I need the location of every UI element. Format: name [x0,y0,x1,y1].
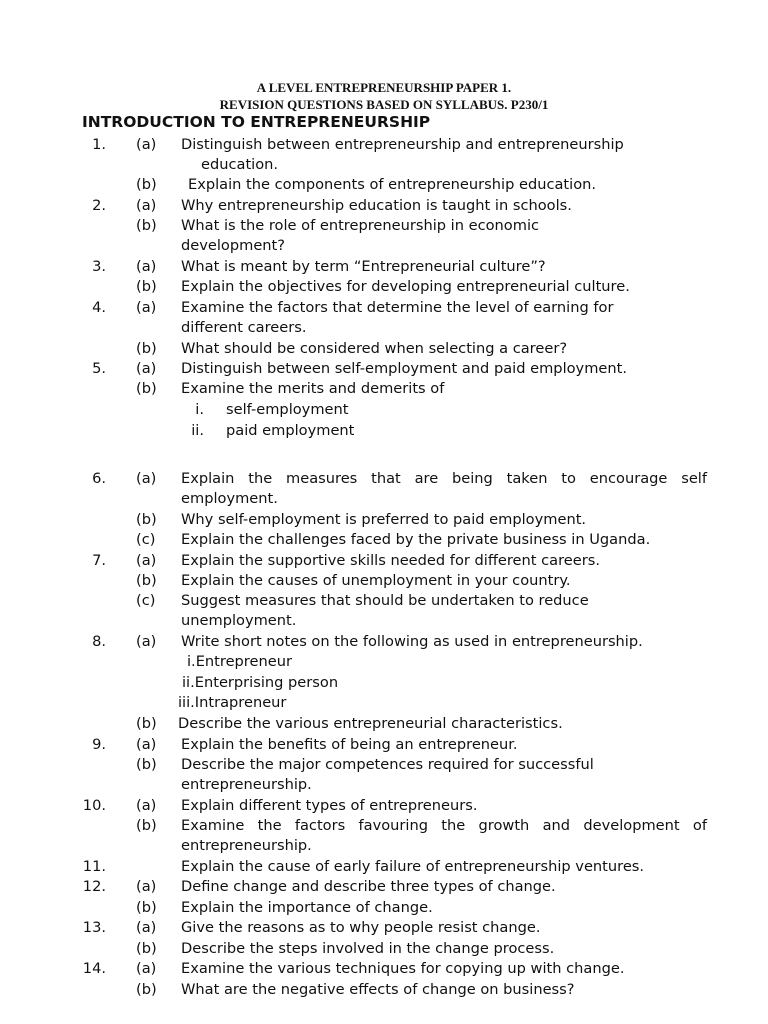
question-line [0,257,768,278]
question-line [0,469,768,490]
question-line [0,400,768,421]
question-line [0,693,768,714]
question-text: Explain the supportive skills needed for different careers. [181,552,600,569]
subpoint-text: iii.Intrapreneur [178,694,287,711]
question-line [0,359,768,380]
question-line [0,714,768,735]
question-line [0,318,768,339]
question-line [0,196,768,217]
question-text: Explain different types of entrepreneurs. [181,797,478,814]
question-text: Distinguish between self-employment and paid employment. [181,360,627,377]
question-text: employment. [181,490,278,507]
header-line-1: A LEVEL ENTREPRENEURSHIP PAPER 1. [256,80,512,95]
question-text: Explain the causes of unemployment in your country. [181,572,571,589]
question-part-label: (b) [136,715,157,732]
question-line [0,877,768,898]
question-line [0,796,768,817]
question-number: 12. [82,878,106,895]
question-part-label: (b) [136,511,157,528]
question-part-label: (b) [136,380,157,397]
question-number: 6. [92,470,106,487]
question-text: Examine the merits and demerits of [181,380,445,397]
question-line [0,298,768,319]
question-part-label: (a) [136,736,157,753]
question-text: Explain the cause of early failure of entrepreneurship ventures. [181,858,645,875]
question-part-label: (b) [136,899,157,916]
question-line [0,980,768,1001]
question-line [0,175,768,196]
question-text: Describe the major competences required for successful [181,756,594,773]
question-text: What is meant by term “Entrepreneurial culture”? [181,258,546,275]
question-text: What should be considered when selecting a career? [181,340,568,357]
question-text: development? [181,237,286,254]
question-text: Describe the steps involved in the change process. [181,940,555,957]
question-number: 14. [82,960,106,977]
question-line [0,735,768,756]
question-part-label: (a) [136,919,157,936]
subpoint-text: self-employment [226,401,349,418]
question-text: What are the negative effects of change on business? [181,981,575,998]
question-part-label: (b) [136,278,157,295]
question-part-label: (a) [136,960,157,977]
question-text: entrepreneurship. [181,776,312,793]
question-text: Why self-employment is preferred to paid employment. [181,511,587,528]
question-text: Examine the factors that determine the level of earning for [181,299,614,316]
question-line [0,236,768,257]
question-number: 4. [92,299,106,316]
question-number: 7. [92,552,106,569]
question-part-label: (a) [136,360,157,377]
section-title: INTRODUCTION TO ENTREPRENEURSHIP [82,113,431,131]
question-text: Suggest measures that should be undertaken to reduce [181,592,589,609]
question-part-label: (a) [136,258,157,275]
question-line [0,775,768,796]
question-text: education. [201,156,279,173]
question-part-label: (a) [136,299,157,316]
question-number: 9. [92,736,106,753]
question-line [0,489,768,510]
question-part-label: (a) [136,633,157,650]
question-line [0,836,768,857]
question-part-label: (b) [136,756,157,773]
question-line [0,816,768,837]
question-text: Why entrepreneurship education is taught in schools. [181,197,572,214]
question-text: different careers. [181,319,307,336]
question-line [0,673,768,694]
question-text: Describe the various entrepreneurial characteristics. [178,715,563,732]
question-line [0,530,768,551]
question-text: Examine the various techniques for copying up with change. [181,960,625,977]
question-part-label: (b) [136,940,157,957]
question-line [0,959,768,980]
question-line [0,939,768,960]
question-line [0,898,768,919]
roman-numeral: i. [195,401,204,418]
subpoint-text: ii.Enterprising person [182,674,339,691]
question-line [0,339,768,360]
subpoint-text: paid employment [226,422,355,439]
question-text: Distinguish between entrepreneurship and entrepreneurship [181,136,624,153]
question-text: Examine the factors favouring the growth and development of [181,817,707,834]
question-text: unemployment. [181,612,297,629]
question-part-label: (b) [136,176,157,193]
question-line [0,571,768,592]
question-number: 2. [92,197,106,214]
question-part-label: (b) [136,572,157,589]
question-number: 11. [82,858,106,875]
question-number: 3. [92,258,106,275]
question-text: Explain the measures that are being taken to encourage self [181,470,707,487]
header-line-2: REVISION QUESTIONS BASED ON SYLLABUS. P230/1 [219,97,549,112]
question-line [0,857,768,878]
question-line [0,510,768,531]
question-text: Explain the benefits of being an entrepreneur. [181,736,518,753]
question-part-label: (b) [136,217,157,234]
question-number: 5. [92,360,106,377]
question-line [0,277,768,298]
question-text: Write short notes on the following as used in entrepreneurship. [181,633,643,650]
question-line [0,216,768,237]
question-number: 8. [92,633,106,650]
question-text: Define change and describe three types of change. [181,878,556,895]
question-line [0,755,768,776]
question-part-label: (a) [136,797,157,814]
question-text: What is the role of entrepreneurship in economic [181,217,540,234]
question-line [0,421,768,442]
question-line [0,591,768,612]
question-text: Explain the importance of change. [181,899,433,916]
question-text: entrepreneurship. [181,837,312,854]
question-part-label: (c) [136,531,156,548]
question-text: Explain the challenges faced by the private business in Uganda. [181,531,651,548]
question-line [0,918,768,939]
question-text: Explain the objectives for developing entrepreneurial culture. [181,278,630,295]
question-part-label: (b) [136,817,157,834]
question-part-label: (a) [136,470,157,487]
question-line [0,551,768,572]
question-line [0,379,768,400]
question-number: 10. [82,797,106,814]
question-part-label: (a) [136,136,157,153]
question-line [0,135,768,156]
question-part-label: (b) [136,340,157,357]
question-text: Give the reasons as to why people resist change. [181,919,541,936]
roman-numeral: ii. [191,422,204,439]
question-part-label: (c) [136,592,156,609]
question-line [0,155,768,176]
question-part-label: (b) [136,981,157,998]
question-line [0,632,768,653]
question-part-label: (a) [136,197,157,214]
question-text: Explain the components of entrepreneurship education. [188,176,597,193]
question-part-label: (a) [136,552,157,569]
question-line [0,611,768,632]
question-line [0,652,768,673]
question-number: 1. [92,136,106,153]
question-part-label: (a) [136,878,157,895]
question-number: 13. [82,919,106,936]
subpoint-text: i.Entrepreneur [187,653,292,670]
